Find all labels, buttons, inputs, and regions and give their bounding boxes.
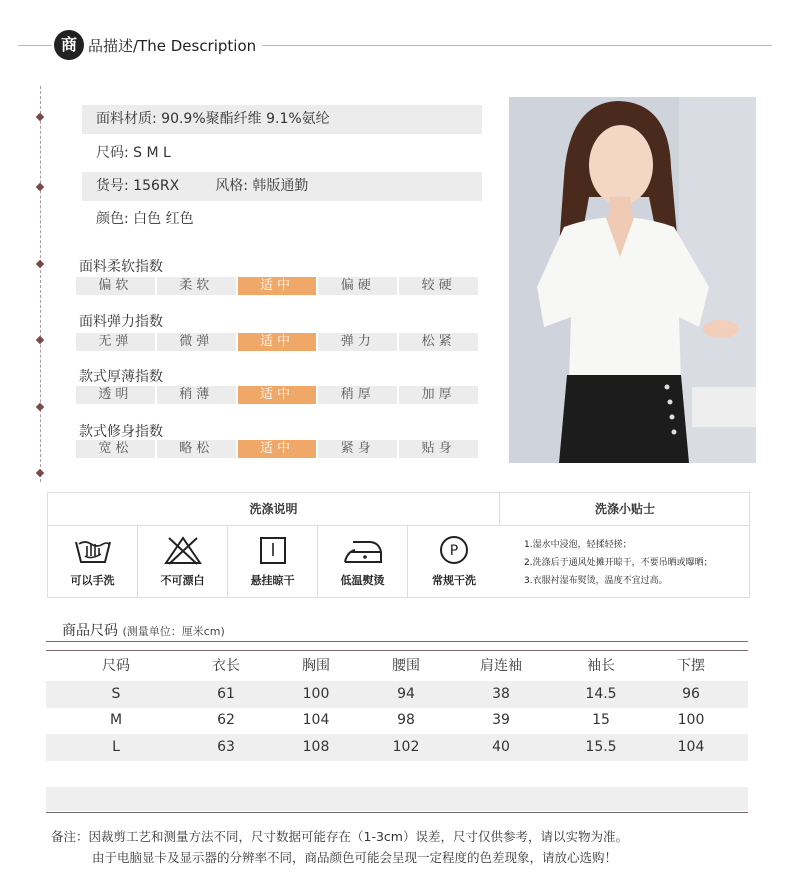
scale-option: 微弹 xyxy=(157,333,236,351)
wash-item-dry-clean: P 常规干洗 xyxy=(408,526,500,598)
table-cell: 14.5 xyxy=(585,686,617,702)
size-table-header-line xyxy=(46,650,748,651)
table-cell: 102 xyxy=(392,739,420,755)
header-title: 品描述/The Description xyxy=(88,37,257,55)
table-cell: 104 xyxy=(302,712,330,728)
table-cell: 100 xyxy=(677,712,705,728)
table-row-empty xyxy=(46,787,748,811)
table-header-cell: 衣长 xyxy=(212,658,240,674)
info-item-style: 货号: 156RX 风格: 韩版通勤 xyxy=(82,172,482,201)
wash-tips: 1.湿水中浸泡，轻揉轻搓； 2.洗涤后于通风处摊开晾干，不要吊晒或曝晒； 3.衣服衬湿布熨烫，温度不宜过高。 xyxy=(524,540,713,586)
hang-dry-icon xyxy=(253,534,293,566)
table-cell: M xyxy=(109,712,123,728)
table-cell: 62 xyxy=(217,712,235,728)
header-line-left xyxy=(18,45,52,46)
low-iron-icon xyxy=(341,534,385,566)
table-cell: 15 xyxy=(592,712,610,728)
wash-item-low-iron: 低温熨烫 xyxy=(318,526,408,598)
table-cell: 104 xyxy=(677,739,705,755)
table-header-cell: 腰围 xyxy=(392,658,420,674)
wash-table xyxy=(47,492,750,598)
hand-wash-icon xyxy=(73,534,113,566)
scale-title-softness: 面料柔软指数 xyxy=(79,259,163,275)
table-cell: 63 xyxy=(217,739,235,755)
scale-elasticity xyxy=(76,333,478,351)
table-row xyxy=(46,707,748,734)
table-cell: 15.5 xyxy=(585,739,617,755)
table-header-cell: 肩连袖 xyxy=(480,658,522,674)
scale-option: 适中 xyxy=(238,333,317,351)
footnote-line-1: 备注：因裁剪工艺和测量方法不同，尺寸数据可能存在（1-3cm）误差，尺寸仅供参考，请以实物为准。 xyxy=(51,829,628,844)
footnote-line-2: 由于电脑显卡及显示器的分辨率不同，商品颜色可能会呈现一定程度的色差现象，请放心选购！ xyxy=(92,850,618,865)
scale-fit xyxy=(76,440,478,458)
scale-option: 稍薄 xyxy=(157,386,236,404)
table-cell: 38 xyxy=(492,686,510,702)
decor-dot xyxy=(36,260,44,268)
dry-clean-icon xyxy=(434,534,474,566)
scale-option: 偏软 xyxy=(76,277,155,295)
size-table-bottom-line xyxy=(46,812,748,813)
table-cell: 94 xyxy=(397,686,415,702)
wash-item-hang-dry: 悬挂晾干 xyxy=(228,526,318,598)
decor-dashed-line xyxy=(40,86,41,482)
scale-option: 紧身 xyxy=(318,440,397,458)
table-row-empty xyxy=(46,760,748,787)
table-row xyxy=(46,734,748,761)
no-bleach-icon xyxy=(163,534,203,566)
scale-option: 较硬 xyxy=(399,277,478,295)
scale-option: 略松 xyxy=(157,440,236,458)
table-cell: S xyxy=(111,686,121,702)
scale-option: 柔软 xyxy=(157,277,236,295)
scale-option: 适中 xyxy=(238,386,317,404)
scale-option: 透明 xyxy=(76,386,155,404)
table-header-cell: 下摆 xyxy=(677,658,705,674)
table-cell: L xyxy=(112,739,120,755)
scale-option: 偏硬 xyxy=(318,277,397,295)
scale-softness xyxy=(76,277,478,295)
wash-title: 洗涤说明 xyxy=(48,493,500,526)
decor-dot xyxy=(36,336,44,344)
product-photo xyxy=(509,97,756,463)
table-cell: 39 xyxy=(492,712,510,728)
scale-option: 宽松 xyxy=(76,440,155,458)
table-row xyxy=(46,681,748,708)
scale-title-thickness: 款式厚薄指数 xyxy=(79,369,163,385)
scale-thickness xyxy=(76,386,478,404)
scale-option: 弹力 xyxy=(318,333,397,351)
info-size: 尺码: S M L xyxy=(96,145,171,161)
svg-text:P: P xyxy=(449,543,459,559)
table-cell: 61 xyxy=(217,686,235,702)
table-cell: 40 xyxy=(492,739,510,755)
info-material: 面料材质: 90.9%聚酯纤维 9.1%氨纶 xyxy=(82,105,482,134)
table-cell: 100 xyxy=(302,686,330,702)
info-color: 颜色: 白色 红色 xyxy=(96,211,194,227)
decor-dot xyxy=(36,183,44,191)
table-cell: 108 xyxy=(302,739,330,755)
table-header-cell: 袖长 xyxy=(587,658,615,674)
decor-dot xyxy=(36,113,44,121)
size-table-title: 商品尺码 (测量单位：厘米cm) xyxy=(62,623,225,639)
header-line-right xyxy=(262,45,772,46)
scale-option: 适中 xyxy=(238,277,317,295)
scale-option: 松紧 xyxy=(399,333,478,351)
scale-option: 无弹 xyxy=(76,333,155,351)
wash-item-no-bleach: 不可漂白 xyxy=(138,526,228,598)
size-table-top-line xyxy=(46,641,748,642)
scale-option: 适中 xyxy=(238,440,317,458)
scale-title-fit: 款式修身指数 xyxy=(79,424,163,440)
decor-dot xyxy=(36,469,44,477)
scale-title-elasticity: 面料弹力指数 xyxy=(79,314,163,330)
table-header-cell: 胸围 xyxy=(302,658,330,674)
scale-option: 加厚 xyxy=(399,386,478,404)
table-cell: 98 xyxy=(397,712,415,728)
size-table-header xyxy=(46,653,748,680)
header-badge: 商 xyxy=(54,30,84,60)
table-header-cell: 尺码 xyxy=(102,658,130,674)
wash-item-hand-wash: 可以手洗 xyxy=(48,526,138,598)
scale-option: 稍厚 xyxy=(318,386,397,404)
scale-option: 贴身 xyxy=(399,440,478,458)
decor-dot xyxy=(36,403,44,411)
wash-tips-title: 洗涤小贴士 xyxy=(500,493,750,526)
table-cell: 96 xyxy=(682,686,700,702)
